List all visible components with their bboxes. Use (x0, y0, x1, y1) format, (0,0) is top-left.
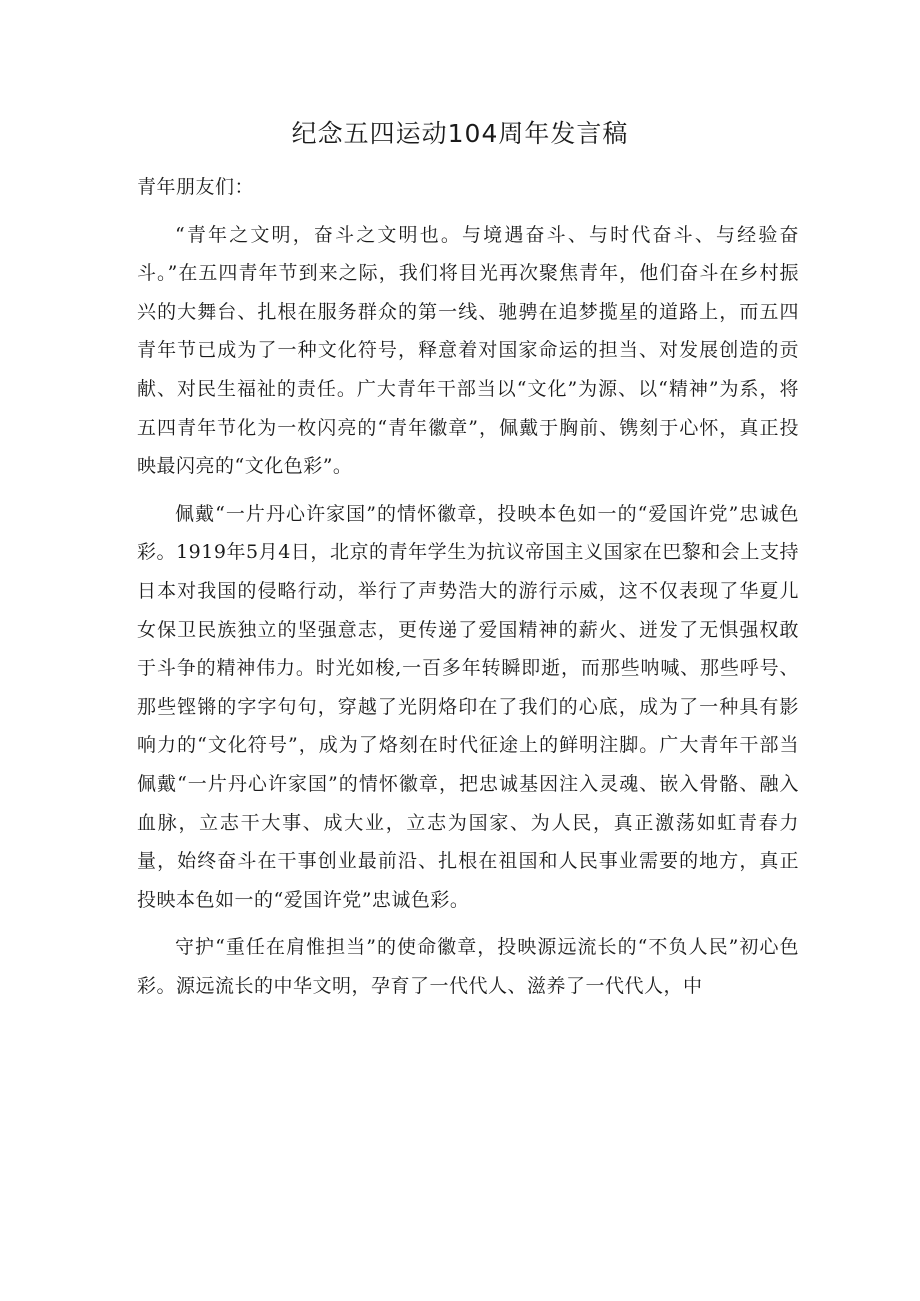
paragraph-3: 守护“重任在肩惟担当”的使命徽章，投映源远流长的“不负人民”初心色彩。源远流长的中华文明，孕育了一代代人、滋养了一代代人，中 (137, 936, 799, 997)
paragraph-1: “青年之文明，奋斗之文明也。与境遇奋斗、与时代奋斗、与经验奋斗。”在五四青年节到来之际，我们将目光再次聚焦青年，他们奋斗在乡村振兴的大舞台、扎根在服务群众的第一线、驰骋在追梦揽星的道路上，而五四青年节已成为了一种文化符号，释意着对国家命运的担当、对发展创造的贡献、对民生福祉的责任。广大青年干部当以“文化”为源、以“精神”为系，将五四青年节化为一枚闪亮的“青年徽章”，佩戴于胸前、镌刻于心怀，真正投映最闪亮的“文化色彩”。 (137, 223, 799, 478)
greeting: 青年朋友们： (137, 176, 255, 198)
document-body (137, 168, 799, 1014)
paragraph-2: 佩戴“一片丹心许家国”的情怀徽章，投映本色如一的“爱国许党”忠诚色彩。1919年5月4日，北京的青年学生为抗议帝国主义国家在巴黎和会上支持日本对我国的侵略行动，举行了声势浩大的游行示威，这不仅表现了华夏儿女保卫民族独立的坚强意志，更传递了爱国精神的薪火、迸发了无惧强权敢于斗争的精神伟力。时光如梭,一百多年转瞬即逝，而那些呐喊、那些呼号、那些铿锵的字字句句，穿越了光阴烙印在了我们的心底，成为了一种具有影响力的“文化符号”，成为了烙刻在时代征途上的鲜明注脚。广大青年干部当佩戴“一片丹心许家国”的情怀徽章，把忠诚基因注入灵魂、嵌入骨骼、融入血脉，立志干大事、成大业，立志为国家、为人民，真正激荡如虹青春力量，始终奋斗在干事创业最前沿、扎根在祖国和人民事业需要的地方，真正投映本色如一的“爱国许党”忠诚色彩。 (137, 502, 799, 911)
document-title: 纪念五四运动104周年发言稿 (291, 119, 629, 148)
